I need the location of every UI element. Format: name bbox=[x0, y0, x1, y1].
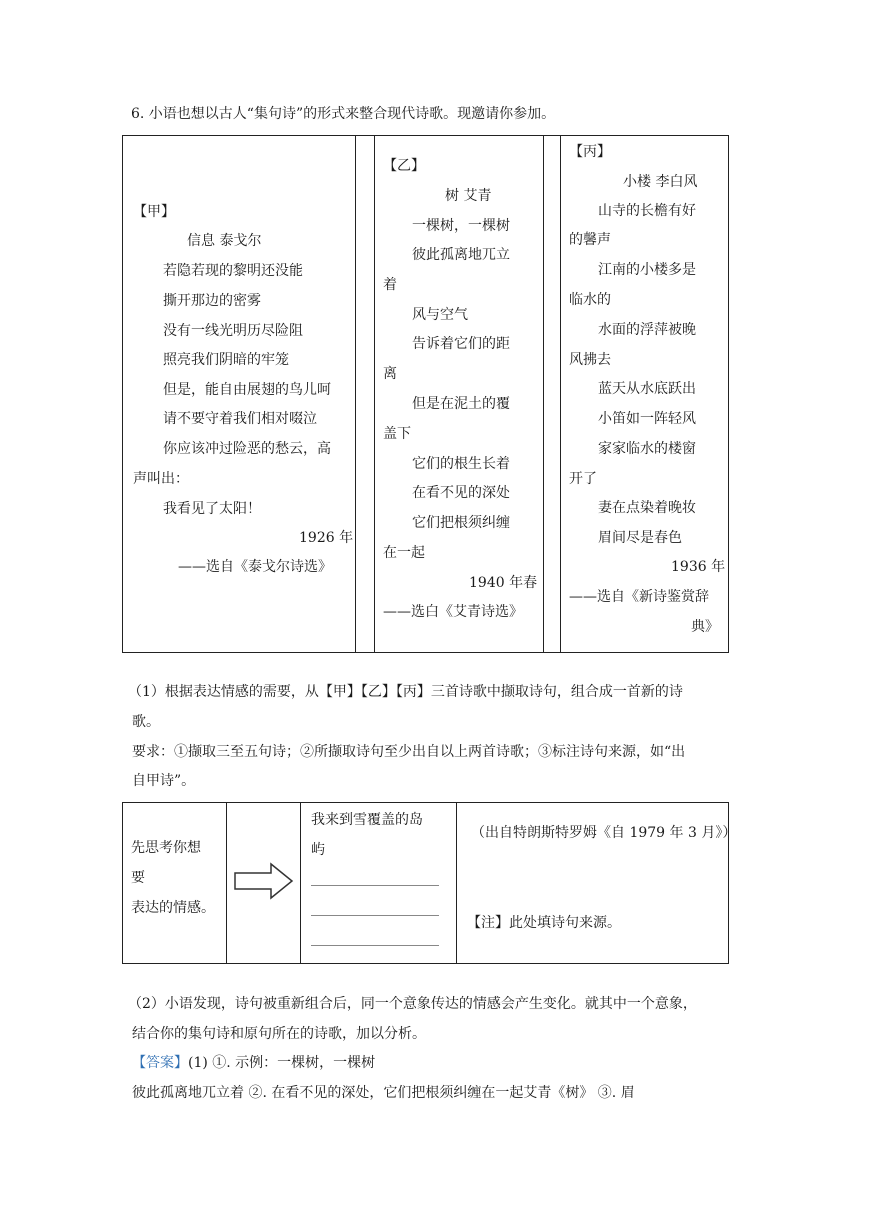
part1-requirements: 自甲诗”。 bbox=[132, 773, 196, 789]
poem-year: 1936 年 bbox=[671, 559, 726, 575]
poem-label: 【乙】 bbox=[383, 158, 425, 174]
poem-label: 【丙】 bbox=[569, 144, 611, 160]
example-verse: 我来到雪覆盖的岛 bbox=[311, 812, 423, 828]
poem-line: 离 bbox=[383, 366, 397, 382]
part1-requirements: 要求：①撷取三至五句诗；②所撷取诗句至少出自以上两首诗歌；③标注诗句来源，如“出 bbox=[132, 744, 686, 760]
column-divider bbox=[560, 136, 561, 652]
column-divider bbox=[226, 803, 227, 963]
think-prompt: 表达的情感。 bbox=[131, 900, 215, 916]
poem-line: 临水的 bbox=[569, 292, 611, 308]
answer-line bbox=[132, 1053, 375, 1073]
answer-text: (1) ①. 示例：一棵树，一棵树 bbox=[188, 1055, 376, 1071]
poem-line: 我看见了太阳！ bbox=[163, 501, 261, 517]
poem-line: 照亮我们阴暗的牢笼 bbox=[163, 352, 289, 368]
verse-blank-line[interactable] bbox=[311, 915, 439, 916]
part2-prompt: 结合你的集句诗和原句所在的诗歌，加以分析。 bbox=[132, 1026, 426, 1042]
part2-prompt: （2）小语发现，诗句被重新组合后，同一个意象传达的情感会产生变化。就其中一个意象， bbox=[128, 996, 697, 1012]
source-note: （出自特朗斯特罗姆《自 1979 年 3 月》） bbox=[471, 825, 737, 841]
poem-line: 彼此孤离地兀立 bbox=[412, 247, 510, 263]
poem-line: 小笛如一阵轻风 bbox=[598, 411, 696, 427]
column-divider bbox=[355, 136, 356, 652]
poem-line: 但是在泥土的覆 bbox=[412, 396, 510, 412]
poem-line: 家家临水的楼窗 bbox=[598, 441, 696, 457]
poem-line: 妻在点染着晚妆 bbox=[598, 500, 696, 516]
verse-blank-line[interactable] bbox=[311, 885, 439, 886]
column-divider bbox=[456, 803, 457, 963]
think-prompt: 要 bbox=[131, 870, 145, 886]
poem-line: 请不要守着我们相对啜泣 bbox=[163, 411, 317, 427]
poem-line: 没有一线光明历尽险阻 bbox=[163, 323, 303, 339]
question-title: 6. 小语也想以古人“集句诗”的形式来整合现代诗歌。现邀请你参加。 bbox=[131, 106, 556, 122]
poem-line: 声叫出： bbox=[133, 471, 189, 487]
poem-title: 信息 泰戈尔 bbox=[187, 233, 262, 249]
poem-line: 蓝天从水底跃出 bbox=[598, 381, 696, 397]
poem-title: 小楼 李白风 bbox=[623, 174, 698, 190]
poem-source: 典》 bbox=[691, 619, 719, 635]
column-divider bbox=[374, 136, 375, 652]
part1-prompt: （1）根据表达情感的需要，从【甲】【乙】【丙】三首诗歌中撷取诗句，组合成一首新的诗 bbox=[128, 684, 683, 700]
poem-line: 风与空气 bbox=[412, 307, 468, 323]
poem-line: 的馨声 bbox=[569, 232, 611, 248]
poem-line: 水面的浮萍被晚 bbox=[598, 322, 696, 338]
column-divider bbox=[543, 136, 544, 652]
poem-line: 若隐若现的黎明还没能 bbox=[163, 263, 303, 279]
example-verse: 屿 bbox=[311, 842, 325, 858]
answer-line: 彼此孤离地兀立着 ②. 在看不见的深处，它们把根须纠缠在一起艾青《树》 ③. 眉 bbox=[132, 1085, 635, 1101]
poem-line: 盖下 bbox=[383, 426, 411, 442]
poem-line: 风拂去 bbox=[569, 352, 611, 368]
poem-line: 开了 bbox=[569, 471, 597, 487]
poem-line: 撕开那边的密雾 bbox=[163, 293, 261, 309]
poem-label: 【甲】 bbox=[133, 204, 175, 220]
poem-source: ——选白《艾青诗选》 bbox=[383, 604, 523, 620]
poem-line: 告诉着它们的距 bbox=[412, 336, 510, 352]
fill-note: 【注】此处填诗句来源。 bbox=[467, 915, 621, 931]
poem-source: ——选自《新诗鉴赏辞 bbox=[569, 589, 709, 605]
poem-line: 它们的根生长着 bbox=[412, 456, 510, 472]
poem-line: 你应该冲过险恶的愁云，高 bbox=[163, 441, 331, 457]
poem-line: 在一起 bbox=[383, 545, 425, 561]
poem-year: 1940 年春 bbox=[469, 575, 538, 591]
verse-blank-line[interactable] bbox=[311, 945, 439, 946]
poem-source: ——选自《泰戈尔诗选》 bbox=[178, 559, 332, 575]
poem-title: 树 艾青 bbox=[445, 188, 492, 204]
poem-line: 一棵树，一棵树 bbox=[412, 218, 510, 234]
part1-prompt: 歌。 bbox=[132, 714, 160, 730]
poem-line: 山寺的长檐有好 bbox=[598, 203, 696, 219]
arrow-right-icon bbox=[233, 862, 295, 900]
poem-line: 着 bbox=[383, 277, 397, 293]
poem-line: 它们把根须纠缠 bbox=[412, 515, 510, 531]
poem-year: 1926 年 bbox=[299, 530, 354, 546]
poems-table bbox=[122, 135, 729, 653]
answer-label: 【答案】 bbox=[132, 1055, 188, 1071]
column-divider bbox=[300, 803, 301, 963]
think-prompt: 先思考你想 bbox=[131, 840, 201, 856]
poem-line: 眉间尽是春色 bbox=[598, 530, 682, 546]
poem-line: 在看不见的深处 bbox=[412, 485, 510, 501]
poem-line: 江南的小楼多是 bbox=[598, 262, 696, 278]
poem-line: 但是，能自由展翅的鸟儿呵 bbox=[163, 382, 331, 398]
